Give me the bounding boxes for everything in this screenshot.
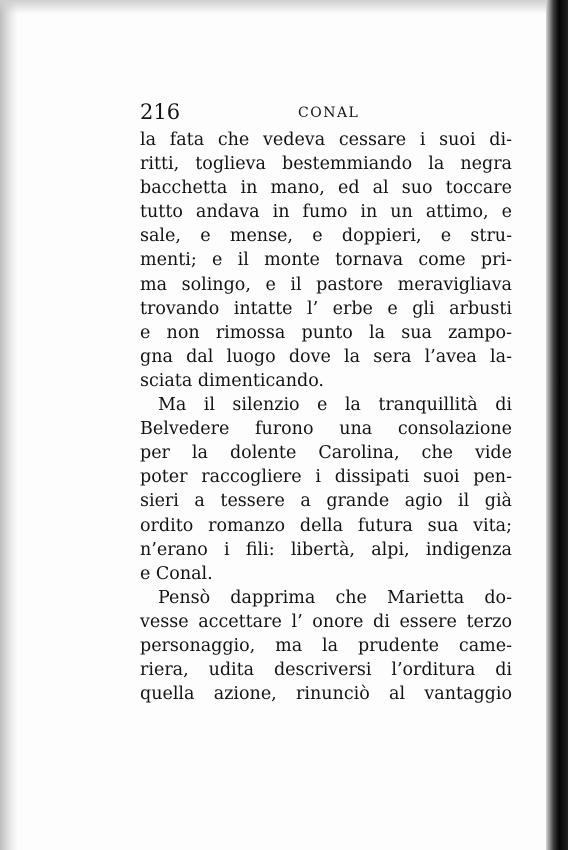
text-line: ritti, toglieva bestemmiando la negra	[140, 154, 512, 175]
text-line: gna dal luogo dove la sera l’avea la-	[140, 346, 512, 367]
text-line: e Conal.	[140, 563, 213, 584]
page-left-edge	[0, 0, 18, 850]
paragraph-start-line: Ma il silenzio e la tranquillità di	[158, 395, 512, 416]
text-line: poter raccogliere i dissipati suoi pen-	[140, 467, 512, 488]
book-spine-shadow	[546, 0, 568, 850]
page-header	[140, 100, 510, 126]
text-line: sieri a tessere a grande agio il già	[140, 491, 512, 512]
text-line: sciata dimenticando.	[140, 370, 324, 391]
text-line: personaggio, ma la prudente came-	[140, 635, 512, 656]
body-text	[140, 128, 512, 706]
text-line: vesse accettare l’ onore di essere terzo	[140, 611, 512, 632]
page-top-shadow	[0, 0, 568, 14]
text-line: ordito romanzo della futura sua vita;	[140, 515, 512, 536]
text-line: Belvedere furono una consolazione	[140, 419, 512, 440]
text-line: per la dolente Carolina, che vide	[140, 443, 512, 464]
text-line: riera, udita descriversi l’orditura di	[140, 660, 512, 681]
paragraph-start-line: Pensò dapprima che Marietta do-	[158, 587, 512, 608]
page-number: 216	[140, 100, 181, 124]
running-head: CONAL	[298, 105, 360, 121]
text-line: trovando intatte l’ erbe e gli arbusti	[140, 298, 512, 319]
text-line: tutto andava in fumo in un attimo, e	[140, 202, 512, 223]
text-line: sale, e mense, e doppieri, e stru-	[140, 226, 512, 247]
text-line: bacchetta in mano, ed al suo toccare	[140, 178, 512, 199]
text-line: quella azione, rinunciò al vantaggio	[140, 684, 512, 705]
text-line: ma solingo, e il pastore meravigliava	[140, 274, 512, 295]
text-line: n’erano i fili: libertà, alpi, indigenza	[140, 539, 512, 560]
text-line: e non rimossa punto la sua zampo-	[140, 322, 512, 343]
text-line: menti; e il monte tornava come pri-	[140, 250, 512, 271]
text-line: la fata che vedeva cessare i suoi di-	[140, 130, 512, 150]
